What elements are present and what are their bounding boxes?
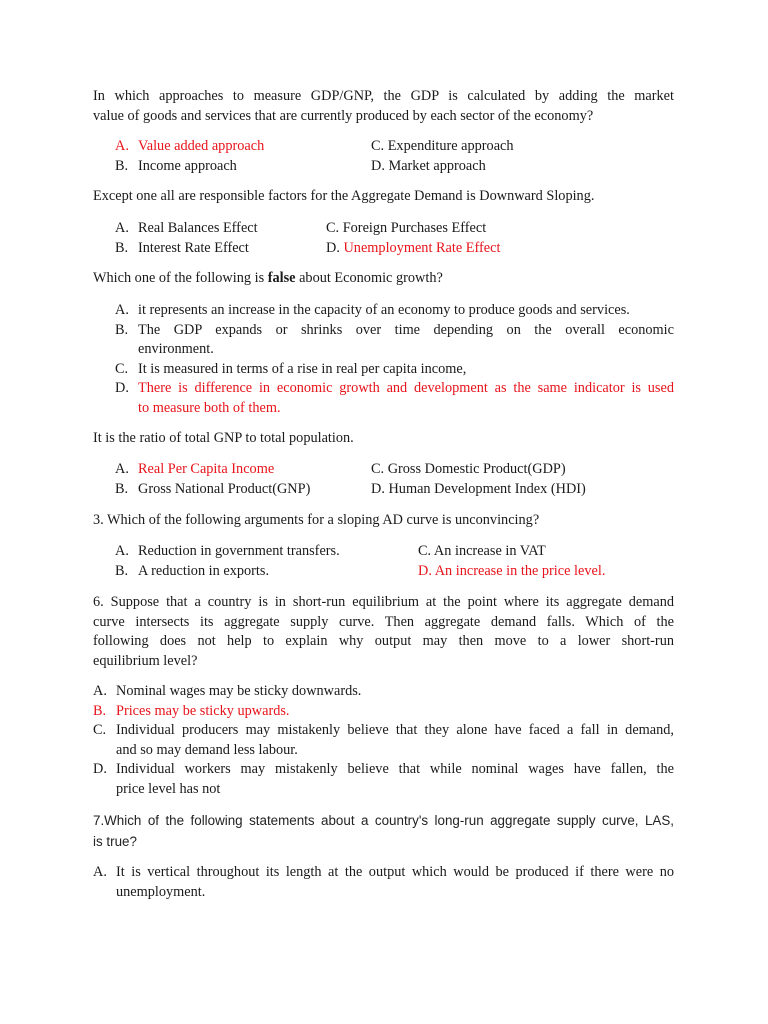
option-b: B. Income approach — [115, 158, 237, 174]
option-row — [93, 460, 674, 480]
question-text: Which one of the following is false about Economic growth? — [93, 270, 443, 286]
option-c: C. Gross Domestic Product(GDP) — [371, 461, 566, 477]
option-d: D. Individual workers may mistakenly believe that while nominal wages have fallen, the — [93, 761, 674, 777]
options-gdp-approach — [93, 137, 674, 177]
question-text-line: following does not help to explain why output may then move to a lower short-run — [93, 633, 674, 649]
option-a: A. Reduction in government transfers. — [115, 543, 340, 559]
option-row — [93, 157, 674, 177]
question-gnp-ratio — [93, 429, 674, 449]
question-short-run-equilibrium — [93, 593, 674, 671]
option-a: A. it represents an increase in the capacity of an economy to produce goods and services. — [115, 302, 630, 318]
question-text: 3. Which of the following arguments for a sloping AD curve is unconvincing? — [93, 512, 540, 528]
option-d: D. Unemployment Rate Effect — [326, 240, 501, 256]
option-d: D. An increase in the price level. — [418, 563, 606, 579]
option-c-cont: and so may demand less labour. — [116, 741, 298, 758]
question-text: It is the ratio of total GNP to total population. — [93, 430, 354, 446]
option-d: D. Human Development Index (HDI) — [371, 481, 586, 497]
option-a: A. Nominal wages may be sticky downwards. — [93, 683, 362, 699]
question-text-line: curve intersects its aggregate supply curve. Then aggregate demand falls. Which of the — [93, 613, 674, 630]
question-economic-growth — [93, 269, 674, 289]
option-a: A. It is vertical throughout its length at the output which would be produced if there were no — [93, 864, 674, 880]
option-row — [93, 480, 674, 500]
option-b: B. Gross National Product(GNP) — [115, 481, 311, 497]
options-ad-curve — [93, 542, 674, 582]
option-row — [93, 219, 674, 239]
question-text-line: 6. Suppose that a country is in short-run equilibrium at the point where its aggregate demand — [93, 594, 674, 610]
question-text-line: equilibrium level? — [93, 652, 198, 669]
option-c: C. Expenditure approach — [371, 138, 514, 154]
options-short-run-equilibrium — [93, 682, 674, 799]
option-row — [93, 542, 674, 562]
question-text-line: In which approaches to measure GDP/GNP, the GDP is calculated by adding the market — [93, 88, 674, 104]
option-a: A. Real Balances Effect — [115, 220, 258, 236]
option-c: C. Foreign Purchases Effect — [326, 220, 487, 236]
question-ad-curve — [93, 511, 674, 531]
question-text-line: is true? — [93, 834, 137, 849]
options-gnp-ratio — [93, 460, 674, 500]
option-row — [93, 562, 674, 582]
option-row — [93, 137, 674, 157]
option-a-cont: unemployment. — [116, 883, 206, 900]
question-text-line: 7.Which of the following statements about a country's long-run aggregate supply curve, LAS, — [93, 813, 674, 828]
option-d-cont: price level has not — [116, 780, 221, 797]
option-d: D. Market approach — [371, 158, 486, 174]
option-a: A. Real Per Capita Income — [115, 461, 275, 477]
question-text: Except one all are responsible factors for the Aggregate Demand is Downward Sloping. — [93, 188, 595, 204]
options-las-curve — [93, 863, 674, 902]
option-b: B. Interest Rate Effect — [115, 240, 249, 256]
option-c: C. An increase in VAT — [418, 543, 546, 559]
question-gdp-approach — [93, 87, 674, 126]
options-ad-sloping — [93, 219, 674, 259]
option-c: C. It is measured in terms of a rise in real per capita income, — [115, 360, 467, 377]
option-d-cont: to measure both of them. — [138, 399, 281, 416]
option-a: A. Value added approach — [115, 138, 265, 154]
question-ad-sloping — [93, 187, 674, 207]
option-b-cont: environment. — [138, 341, 214, 357]
option-d: D. There is difference in economic growth and development as the same indicator is used — [115, 380, 674, 396]
option-c: C. Individual producers may mistakenly believe that they alone have faced a fall in demand, — [93, 722, 674, 738]
options-economic-growth — [115, 301, 674, 418]
option-b: B. A reduction in exports. — [115, 563, 270, 579]
question-text-line: value of goods and services that are currently produced by each sector of the economy? — [93, 107, 594, 124]
option-b: B. Prices may be sticky upwards. — [93, 702, 290, 719]
option-b: B. The GDP expands or shrinks over time depending on the overall economic — [115, 321, 674, 338]
option-row — [93, 239, 674, 259]
question-las-curve — [93, 810, 674, 852]
